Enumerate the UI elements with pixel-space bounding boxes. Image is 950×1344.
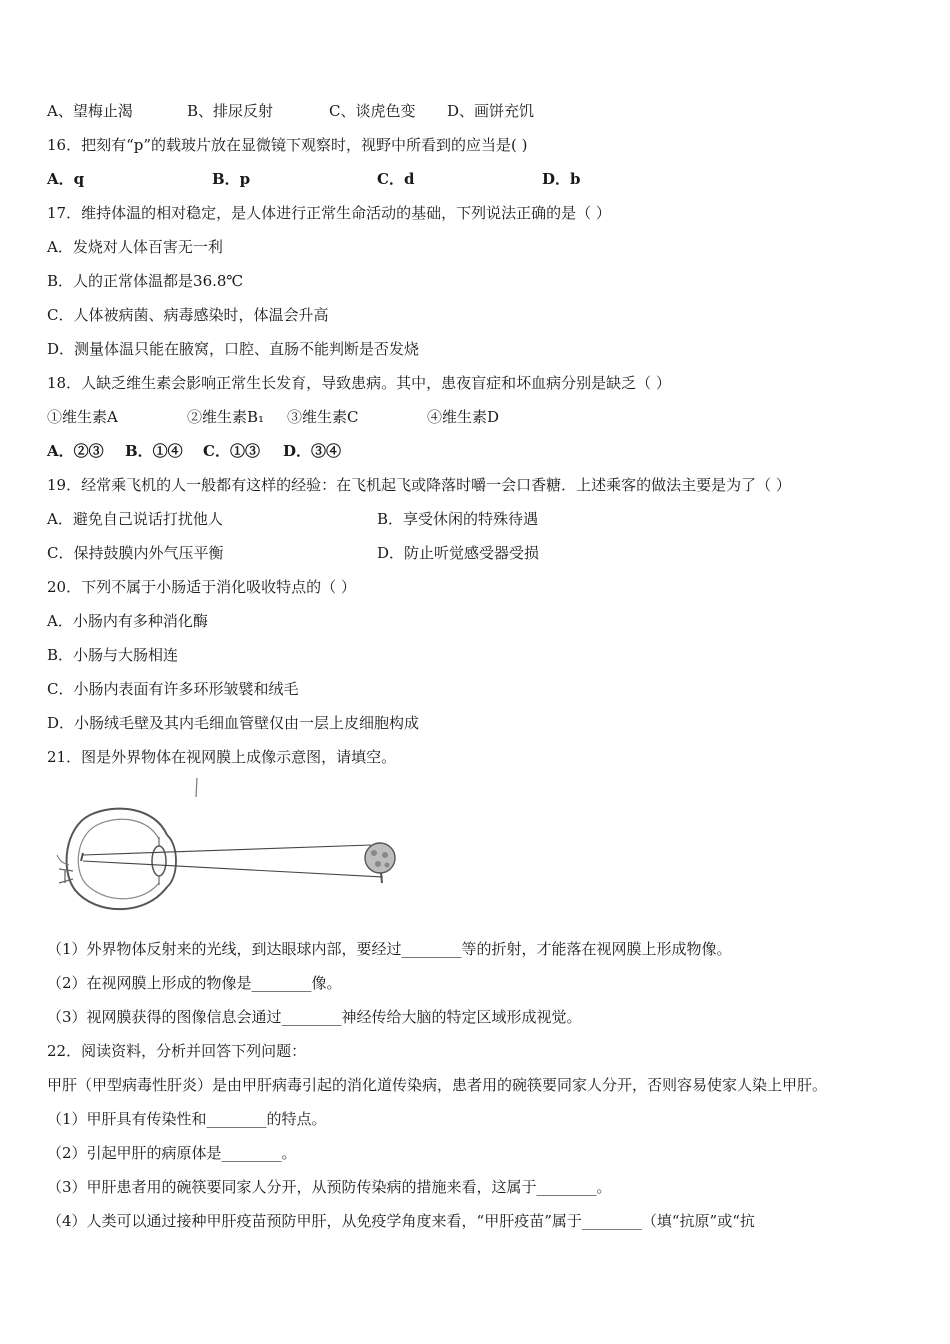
q22-material: 甲肝（甲型病毒性肝炎）是由甲肝病毒引起的消化道传染病，患者用的碗筷要同家人分开，否则容易使家人染上甲肝。 <box>47 1076 828 1094</box>
q22-sub-3: （3）甲肝患者用的碗筷要同家人分开，从预防传染病的措施来看，这属于________。 <box>47 1178 612 1196</box>
q17-option-b: B．人的正常体温都是36.8℃ <box>47 272 244 290</box>
q18-stem: 18．人缺乏维生素会影响正常生长发育，导致患病。其中，患夜盲症和坏血病分别是缺乏（ ） <box>47 374 671 392</box>
q20-stem: 20．下列不属于小肠适于消化吸收特点的（ ） <box>47 578 356 596</box>
q19-option-c: C．保持鼓膜内外气压平衡 <box>47 544 224 562</box>
q18-option-c: C．①③ <box>203 442 260 460</box>
q19-option-b: B．享受休闲的特殊待遇 <box>377 510 539 528</box>
q15-option-a: A、望梅止渴 <box>47 102 133 120</box>
q18-option-a: A．②③ <box>47 442 104 460</box>
lens <box>152 846 166 876</box>
q15-option-b: B、排尿反射 <box>187 102 274 120</box>
light-ray-bottom <box>83 861 383 877</box>
q20-option-c: C．小肠内表面有许多环形皱襞和绒毛 <box>47 680 299 698</box>
q22-stem: 22．阅读资料，分析并回答下列问题： <box>47 1042 307 1060</box>
q22-sub-4: （4）人类可以通过接种甲肝疫苗预防甲肝，从免疫学角度来看，“甲肝疫苗”属于________（填“抗原”或“抗 <box>47 1212 755 1230</box>
retina-line <box>78 819 159 899</box>
q18-option-d: D．③④ <box>283 442 342 460</box>
q21-sub-3: （3）视网膜获得的图像信息会通过________神经传给大脑的特定区域形成视觉。 <box>47 1008 582 1026</box>
q16-option-b: B．p <box>212 170 251 188</box>
q17-option-d: D．测量体温只能在腋窝，口腔、直肠不能判断是否发烧 <box>47 340 420 358</box>
tree-object <box>365 843 395 873</box>
q18-item-1: ①维生素A <box>47 408 118 426</box>
q22-sub-1: （1）甲肝具有传染性和________的特点。 <box>47 1110 327 1128</box>
q20-option-a: A．小肠内有多种消化酶 <box>47 612 208 630</box>
q15-option-c: C、谈虎色变 <box>329 102 416 120</box>
q22-sub-2: （2）引起甲肝的病原体是________。 <box>47 1144 297 1162</box>
cornea <box>167 835 176 887</box>
q18-option-b: B．①④ <box>125 442 183 460</box>
q19-option-d: D．防止听觉感受器受损 <box>377 544 540 562</box>
q17-option-a: A．发烧对人体百害无一利 <box>47 238 223 256</box>
q21-sub-1: （1）外界物体反射来的光线，到达眼球内部，要经过________等的折射，才能落在视网膜上形成物像。 <box>47 940 732 958</box>
q18-item-4: ④维生素D <box>427 408 500 426</box>
q16-option-a: A．q <box>47 170 85 188</box>
q16-option-d: D．b <box>542 170 581 188</box>
q17-option-c: C．人体被病菌、病毒感染时，体温会升高 <box>47 306 329 324</box>
q17-stem: 17．维持体温的相对稳定，是人体进行正常生命活动的基础，下列说法正确的是（ ） <box>47 204 611 222</box>
q19-stem: 19．经常乘飞机的人一般都有这样的经验：在飞机起飞或降落时嚼一会口香糖．上述乘客的做法主要是为了（ ） <box>47 476 791 494</box>
q21-stem: 21．图是外界物体在视网膜上成像示意图，请填空。 <box>47 748 397 766</box>
q18-item-3: ③维生素C <box>287 408 359 426</box>
light-ray-top <box>83 845 371 855</box>
q16-option-c: C．d <box>377 170 415 188</box>
q16-stem: 16．把刻有“p”的载玻片放在显微镜下观察时，视野中所看到的应当是( ) <box>47 136 528 154</box>
q20-option-d: D．小肠绒毛壁及其内毛细血管壁仅由一层上皮细胞构成 <box>47 714 420 732</box>
q20-option-b: B．小肠与大肠相连 <box>47 646 179 664</box>
q21-sub-2: （2）在视网膜上形成的物像是________像。 <box>47 974 342 992</box>
q18-item-2: ②维生素B₁ <box>187 408 265 426</box>
q19-option-a: A．避免自己说话打扰他人 <box>47 510 223 528</box>
eye-retina-image-diagram <box>55 775 415 920</box>
q15-option-d: D、画饼充饥 <box>447 102 535 120</box>
